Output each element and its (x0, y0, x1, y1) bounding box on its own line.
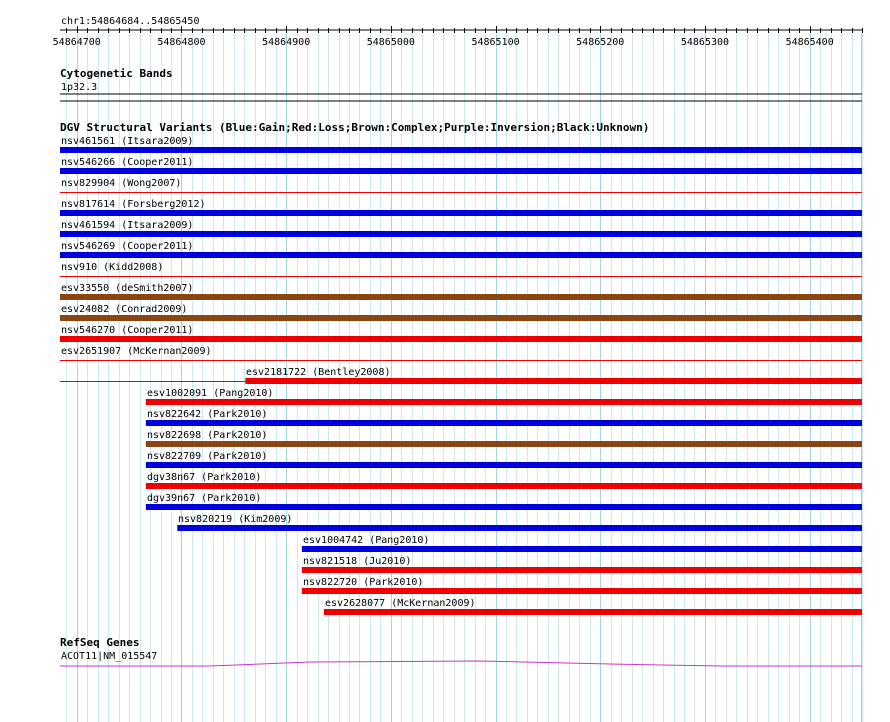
dgv-variant-bar[interactable] (60, 276, 862, 277)
dgv-variant-bar[interactable] (245, 378, 862, 384)
dgv-variant-bar[interactable] (60, 147, 862, 153)
dgv-variant[interactable] (146, 472, 862, 489)
dgv-variant-bar[interactable] (60, 252, 862, 258)
dgv-variant-bar[interactable] (60, 360, 862, 361)
dgv-variant-label[interactable]: esv2181722 (Bentley2008) (246, 367, 391, 378)
dgv-variant-label[interactable]: dgv38n67 (Park2010) (147, 472, 262, 483)
dgv-variant[interactable] (60, 136, 862, 153)
dgv-variant-label[interactable]: esv1004742 (Pang2010) (303, 535, 430, 546)
dgv-variant-label[interactable]: nsv546266 (Cooper2011) (61, 157, 194, 168)
dgv-variant-bar[interactable] (146, 504, 862, 510)
dgv-variant[interactable] (324, 598, 862, 615)
dgv-variant-bar[interactable] (60, 294, 862, 300)
region-label: chr1:54864684..54865450 (61, 16, 200, 27)
dgv-variant-bar[interactable] (146, 399, 862, 405)
refseq-gene-label[interactable]: ACOT11|NM_015547 (61, 651, 158, 662)
dgv-variant-bar[interactable] (146, 462, 862, 468)
dgv-variant-label[interactable]: nsv822698 (Park2010) (147, 430, 268, 441)
dgv-variant-label[interactable]: nsv546269 (Cooper2011) (61, 241, 194, 252)
dgv-variant-label[interactable]: nsv822642 (Park2010) (147, 409, 268, 420)
dgv-variant[interactable] (60, 157, 862, 174)
dgv-variant[interactable] (60, 262, 862, 277)
dgv-variant[interactable] (60, 220, 862, 237)
dgv-variant-bar[interactable] (60, 210, 862, 216)
dgv-variant-label[interactable]: esv33550 (deSmith2007) (61, 283, 194, 294)
ruler-tick-label: 54864700 (52, 37, 101, 48)
dgv-variant[interactable] (60, 346, 862, 361)
dgv-variant-label[interactable]: nsv829904 (Wong2007) (61, 178, 182, 189)
ruler-tick-label: 54865400 (785, 37, 834, 48)
dgv-variant[interactable] (146, 493, 862, 510)
ruler-tick-label: 54865000 (366, 37, 415, 48)
dgv-variant-bar[interactable] (146, 420, 862, 426)
dgv-variant-label[interactable]: nsv546270 (Cooper2011) (61, 325, 194, 336)
dgv-variant[interactable] (60, 178, 862, 193)
dgv-variant-bar[interactable] (302, 588, 862, 594)
dgv-variant[interactable] (302, 556, 862, 573)
cytoband-track (60, 67, 862, 101)
refseq-gene-feature[interactable] (60, 661, 862, 666)
dgv-variant-bar[interactable] (324, 609, 862, 615)
dgv-variant-bar[interactable] (146, 483, 862, 489)
dgv-variant-label[interactable]: nsv820219 (Kim2009) (178, 514, 293, 525)
dgv-variant-label[interactable]: nsv822720 (Park2010) (303, 577, 424, 588)
ruler-tick-label: 54864900 (262, 37, 311, 48)
ruler-tick-label: 54864800 (157, 37, 206, 48)
dgv-variant-label[interactable]: esv2651907 (McKernan2009) (61, 346, 212, 357)
dgv-variant-bar[interactable] (302, 546, 862, 552)
ruler-ticks (53, 26, 863, 48)
dgv-variant-label[interactable]: nsv461594 (Itsara2009) (61, 220, 194, 231)
dgv-features (60, 136, 862, 615)
dgv-variant-label[interactable]: esv24082 (Conrad2009) (61, 304, 188, 315)
dgv-variant[interactable] (60, 241, 862, 258)
dgv-variant-label[interactable]: nsv461561 (Itsara2009) (61, 136, 194, 147)
dgv-variant[interactable] (146, 409, 862, 426)
ruler-tick-label: 54865200 (576, 37, 625, 48)
dgv-variant[interactable] (146, 388, 862, 405)
dgv-variant[interactable] (302, 535, 862, 552)
dgv-variant[interactable] (146, 430, 862, 447)
dgv-variant-label[interactable]: nsv822709 (Park2010) (147, 451, 268, 462)
ruler-track (53, 16, 863, 48)
dgv-variant-bar[interactable] (60, 192, 862, 193)
dgv-variant[interactable] (60, 367, 862, 384)
dgv-variant-bar[interactable] (177, 525, 862, 531)
dgv-variant[interactable] (60, 283, 862, 300)
dgv-variant[interactable] (60, 304, 862, 321)
dgv-variant-label[interactable]: esv1002091 (Pang2010) (147, 388, 274, 399)
dgv-track-title[interactable]: DGV Structural Variants (Blue:Gain;Red:Loss;Brown:Complex;Purple:Inversion;Black:Unknown) (60, 121, 650, 134)
dgv-variant-bar[interactable] (60, 168, 862, 174)
dgv-variant[interactable] (60, 199, 862, 216)
dgv-track (60, 121, 862, 615)
dgv-variant-label[interactable]: nsv817614 (Forsberg2012) (61, 199, 206, 210)
dgv-variant-thin-segment[interactable] (60, 381, 245, 382)
dgv-variant[interactable] (60, 325, 862, 342)
dgv-variant[interactable] (146, 451, 862, 468)
dgv-variant-bar[interactable] (60, 231, 862, 237)
dgv-variant-label[interactable]: nsv821518 (Ju2010) (303, 556, 412, 567)
dgv-variant[interactable] (302, 577, 862, 594)
dgv-variant-bar[interactable] (146, 441, 862, 447)
dgv-variant-bar[interactable] (302, 567, 862, 573)
ruler-tick-label: 54865100 (471, 37, 520, 48)
dgv-variant-label[interactable]: nsv910 (Kidd2008) (61, 262, 164, 273)
refseq-track-title[interactable]: RefSeq Genes (60, 636, 140, 649)
refseq-track (60, 636, 862, 666)
dgv-variant[interactable] (177, 514, 862, 531)
cytoband-label: 1p32.3 (61, 82, 98, 93)
dgv-variant-label[interactable]: esv2628077 (McKernan2009) (325, 598, 476, 609)
ruler-tick-label: 54865300 (680, 37, 730, 48)
cytoband-track-title[interactable]: Cytogenetic Bands (60, 67, 173, 80)
dgv-variant-bar[interactable] (60, 336, 862, 342)
dgv-variant-bar[interactable] (60, 315, 862, 321)
dgv-variant-label[interactable]: dgv39n67 (Park2010) (147, 493, 262, 504)
